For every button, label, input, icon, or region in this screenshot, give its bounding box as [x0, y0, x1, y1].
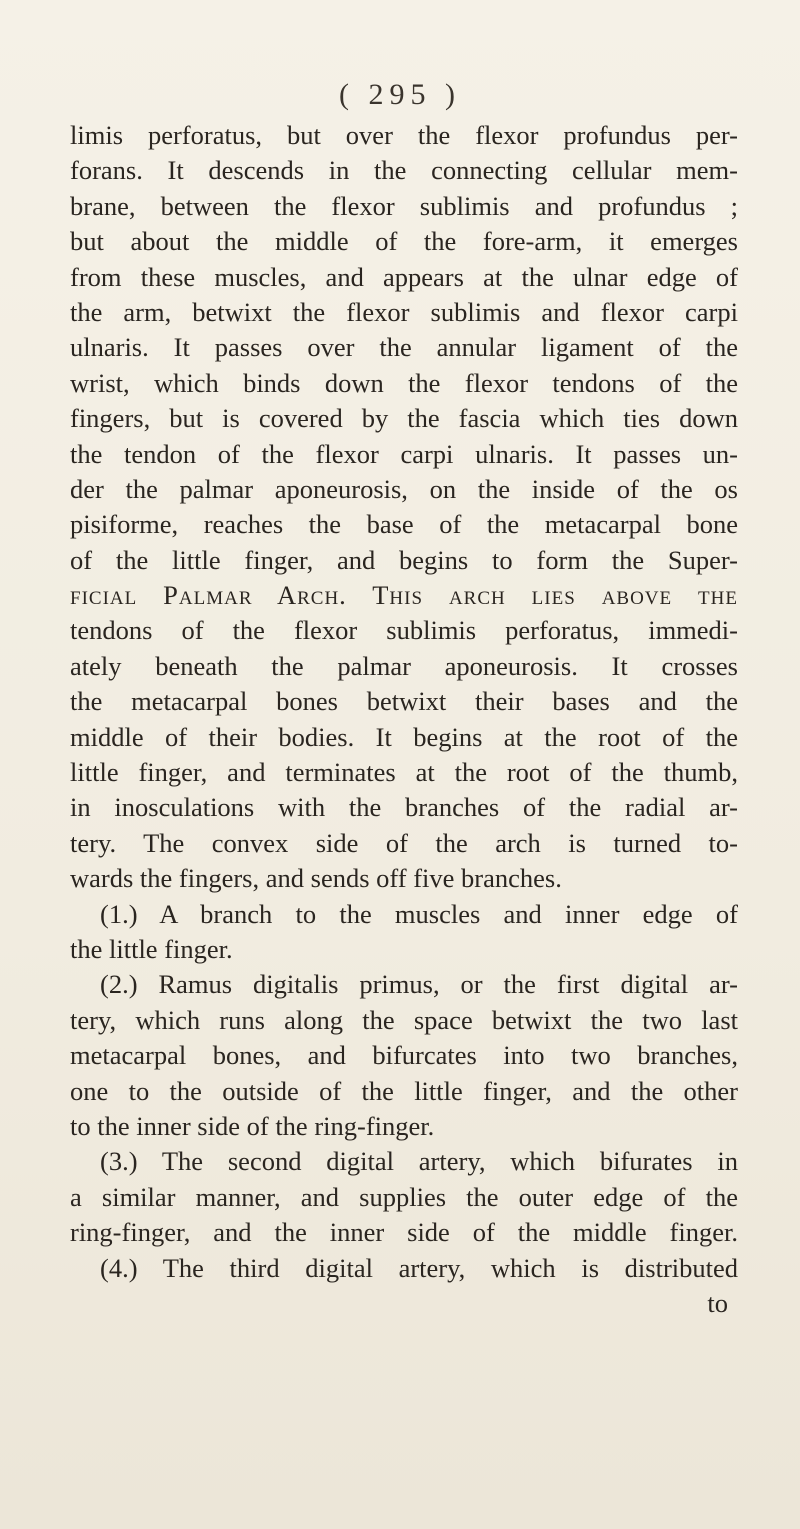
text-line: forans. It descends in the connecting cellular mem- [70, 155, 738, 186]
text-line: but about the middle of the fore-arm, it emerges [70, 226, 738, 257]
text-line: (2.) Ramus digitalis primus, or the first digital ar- [100, 969, 738, 1000]
text-line: a similar manner, and supplies the outer edge of the [70, 1181, 738, 1212]
text-line: limis perforatus, but over the flexor profundus per- [70, 120, 738, 150]
catchword: to [707, 1287, 728, 1318]
text-line: from these muscles, and appears at the ulnar edge of [70, 261, 738, 292]
text-line: brane, between the flexor sublimis and profundus ; [70, 190, 738, 221]
text-line: middle of their bodies. It begins at the root of the [70, 721, 738, 752]
text-line: wrist, which binds down the flexor tendons of the [70, 367, 738, 398]
text-line: ring-finger, and the inner side of the middle finger. [70, 1217, 738, 1248]
text-line: tery. The convex side of the arch is turned to- [70, 827, 738, 858]
text-line: fingers, but is covered by the fascia which ties down [70, 403, 738, 434]
text-line: the arm, betwixt the flexor sublimis and flexor carpi [70, 296, 738, 327]
page-number: ( 295 ) [339, 78, 461, 111]
body-text [70, 118, 738, 1321]
text-line: tery, which runs along the space betwixt the two last [70, 1004, 738, 1035]
text-line: little finger, and terminates at the root of the thumb, [70, 757, 738, 788]
text-line: wards the fingers, and sends off five branches. [70, 863, 562, 894]
text-line: (4.) The third digital artery, which is distributed [100, 1252, 738, 1283]
text-line: one to the outside of the little finger, and the other [70, 1075, 738, 1106]
text-line: in inosculations with the branches of the radial ar- [70, 792, 738, 823]
text-line: tendons of the flexor sublimis perforatus, immedi- [70, 615, 738, 646]
text-line: (3.) The second digital artery, which bifurates in [100, 1146, 738, 1177]
text-line: (1.) A branch to the muscles and inner edge of [100, 898, 738, 929]
text-line: the metacarpal bones betwixt their bases and the [70, 686, 738, 717]
text-line: the little finger. [70, 933, 233, 964]
text-line: pisiforme, reaches the base of the metacarpal bone [70, 509, 738, 540]
text-line: ately beneath the palmar aponeurosis. It crosses [70, 650, 738, 681]
text-line: ficial Palmar Arch. This arch lies above the [70, 580, 738, 611]
text-line: of the little finger, and begins to form the Super- [70, 544, 738, 575]
text-line: ulnaris. It passes over the annular ligament of the [70, 332, 738, 363]
text-line: the tendon of the flexor carpi ulnaris. It passes un- [70, 438, 738, 469]
text-line: der the palmar aponeurosis, on the inside of the os [70, 473, 738, 504]
text-line: to the inner side of the ring-finger. [70, 1110, 435, 1141]
text-line: metacarpal bones, and bifurcates into two branches, [70, 1040, 738, 1071]
